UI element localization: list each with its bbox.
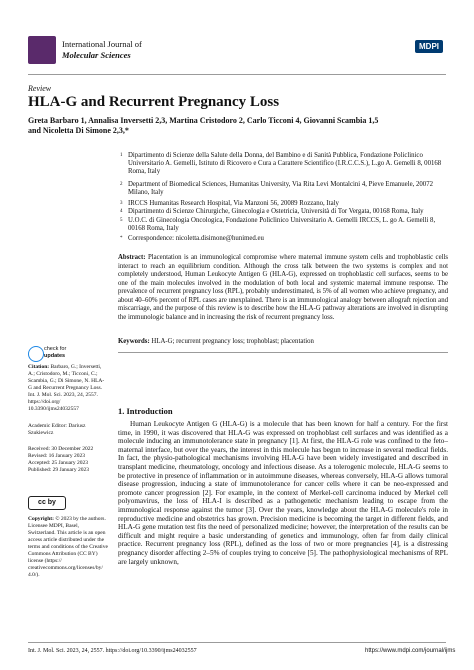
article-type: Review <box>28 84 52 93</box>
keywords <box>118 338 448 347</box>
publisher-name: MDPI <box>415 40 443 53</box>
academic-editor: Academic Editor: Dariusz Szukiewicz <box>28 423 86 436</box>
abstract-divider <box>118 352 448 353</box>
journal-link[interactable]: https://www.mdpi.com/journal/ijms <box>365 648 456 654</box>
keywords-label: Keywords: <box>118 338 150 345</box>
copyright-label: Copyright: <box>28 516 54 522</box>
affiliation-3: 3 IRCCS Humanitas Research Hospital, Via Manzoni 56, 20089 Rozzano, Italy <box>120 200 339 207</box>
affiliation-5: 5 U.O.C. di Ginecologia Oncologica, Fondazione Policlinico Universitario A. Gemelli IRCCS, L. go A. Gemelli 8, 00168 Roma, Italy <box>120 217 436 232</box>
abstract <box>118 254 448 322</box>
header-divider <box>28 74 446 75</box>
affiliation-2: 2 Department of Biomedical Sciences, Humanitas University, Via Rita Levi Montalcini 4, Pieve Emanuele, 20072 Milano, Italy <box>120 181 433 196</box>
check-updates-label[interactable]: check for updates <box>44 346 67 359</box>
publisher-logo <box>415 36 455 54</box>
published-date: Published: 29 January 2023 <box>28 467 89 473</box>
journal-name: Molecular Sciences <box>62 50 131 60</box>
journal-logo <box>28 36 56 64</box>
article-title: HLA-G and Recurrent Pregnancy Loss <box>28 94 280 110</box>
author-list <box>28 116 448 136</box>
cc-license-icon[interactable]: cc by <box>28 496 66 510</box>
received-date: Received: 30 December 2022 <box>28 446 94 452</box>
citation-block <box>28 364 108 413</box>
authors-line-2: and Nicoletta Di Simone 2,3,* <box>28 126 129 135</box>
revised-date: Revised: 16 January 2023 <box>28 453 85 459</box>
abstract-label: Abstract: <box>118 254 146 261</box>
citation-label: Citation: <box>28 364 50 370</box>
citation-text: Barbaro, G.; Inversetti, A.; Cristodoro, M.; Ticconi, C.; Scambia, G.; Di Simone, N. HLA-G and Recurrent Pregnancy Loss. Int. J. Mol. Sci. 2023, 24, 2557. https://doi.org/ 10.3390/ijms24032557 <box>28 364 105 412</box>
journal-prefix: International Journal of <box>62 39 142 49</box>
accepted-date: Accepted: 25 January 2023 <box>28 460 89 466</box>
abstract-text: Placentation is an immunological compromise where maternal immune system cells and trophoblastic cells interact to reach an equilibrium condition. Although the cross talk between the two systems is complex and not completely understood, Human Leukocyte Antigen G (HLA-G), expressed on trophoblastic cell surfaces, seems to be one of the main molecules involved in the modulation of both local and systemic maternal immune response. The prevalence of recurrent pregnancy loss (RPL), probably underestimated, is 5% of all women who achieve pregnancy, and about 40–60% percent of RPL cases are unexplained. There is an immunological analogy between allograft rejection and miscarriage, and the purpose of this review is to describe how the HLA-G pathway alterations are involved in disrupting the immunologic balance and in increasing the risk of recurrent pregnancy loss. <box>118 254 449 321</box>
footer-citation: Int. J. Mol. Sci. 2023, 24, 2557. https://doi.org/10.3390/ijms24032557 <box>28 648 197 654</box>
authors-line-1: Greta Barbaro 1, Annalisa Inversetti 2,3, Martina Cristodoro 2, Carlo Ticconi 4, Giovanni Scambia 1,5 <box>28 116 379 125</box>
keywords-text: HLA-G; recurrent pregnancy loss; trophoblast; placentation <box>151 338 314 345</box>
correspondence: * Correspondence: nicoletta.disimone@hunimed.eu <box>120 235 264 242</box>
affiliation-4: 4 Dipartimento di Scienze Chirurgiche, Ginecologia e Ostetricia, Università di Tor Vergata, 00168 Roma, Italy <box>120 208 424 215</box>
publication-dates <box>28 446 108 474</box>
copyright-text: © 2023 by the authors. Licensee MDPI, Basel, Switzerland. This article is an open access article distributed under the terms and conditions of the Creative Commons Attribution (CC BY) license (https:// creativecommons.org/licenses/by/ 4.0/). <box>28 516 108 578</box>
footer-divider <box>28 642 446 643</box>
copyright-block <box>28 516 108 579</box>
affiliation-1: 1 Dipartimento di Scienze della Salute della Donna, del Bambino e di Sanità Pubblica, Fondazione Policlinico Universitario A. Gemelli, Istituto di Ricovero e Cura a Carattere Scientifico (I.R.C.C.S.), L.go A. Gemelli 8, 00168 Roma, Italy <box>120 152 442 175</box>
section-heading: 1. Introduction <box>118 406 173 416</box>
introduction-text <box>118 420 448 566</box>
check-updates-icon[interactable] <box>28 346 44 362</box>
intro-paragraph: Human Leukocyte Antigen G (HLA-G) is a molecule that has been known for half a century. For the first time, in 1990, it was discovered that HLA-G was expressed on trophoblast cell surfaces and was identified as a molecule inducing an immunotolerance state in pregnancy [1]. At first, the HLA-G role was confined to the feto–maternal interface, but over the years, the interest in this molecule has begun to increase in several medical fields. In fact, the physio-pathological mechanisms involving HLA-G have been widely investigated and described in transplant medicine, rheumatology, oncology and infectious disease. As a tolerogenic molecule, HLA-G seems to be protective in presence of inflammation or in autoimmune diseases, whereas conversely, HLA-G allows tumoral disease progression, inducing a state of immunotolerance for cancer cells where it can be neo-expressed and promote cancer progression [2]. For example, in the context of Merkel-cell carcinoma induced by Merkel cell polyomavirus, the loss of HLA-I is described as a pathogenetic mechanism leading to escape from the immunological response against the tumor [3]. Over the years, knowledge about the HLA-G molecule's role in reproductive medicine and obstetrics has grown. Precision medicine is becoming the target in different fields, and HLA-G gene mutation test fits the need of personalized medicine; however, the interpretation of the results can be difficult and might require a basic understanding of genetics and immunology, often far from daily clinical practice. Recurrent pregnancy loss (RPL), defined as the loss of two or more pregnancies [4], is a distressing pregnancy disorder affecting 2–5% of couples trying to conceive [5]. The pathophysiological mechanisms of RPL are largely unknown, <box>118 420 448 566</box>
